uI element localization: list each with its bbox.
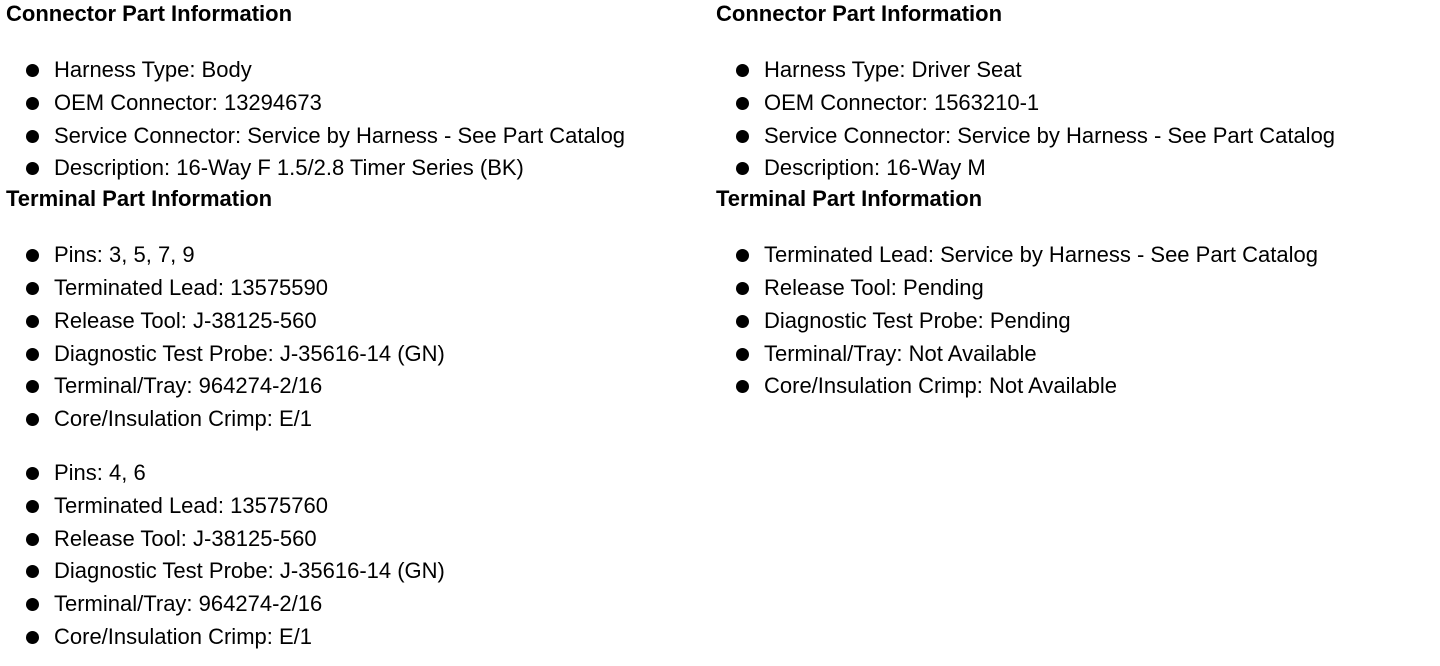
list-item xyxy=(6,87,711,120)
list-item xyxy=(716,54,1436,87)
terminal-info-list-2 xyxy=(6,457,711,654)
list-item xyxy=(6,555,711,588)
bullet-icon xyxy=(26,348,39,361)
list-item xyxy=(6,239,711,272)
bullet-icon xyxy=(736,64,749,77)
bullet-icon xyxy=(26,598,39,611)
list-item-text: Release Tool: J-38125-560 xyxy=(54,307,317,333)
bullet-icon xyxy=(736,249,749,262)
list-item-text: Diagnostic Test Probe: J-35616-14 (GN) xyxy=(54,340,445,366)
list-item-text: Service Connector: Service by Harness - See Part Catalog xyxy=(764,122,1336,148)
bullet-icon xyxy=(26,500,39,513)
list-item-text: Terminal/Tray: 964274-2/16 xyxy=(54,373,323,399)
bullet-icon xyxy=(26,565,39,578)
list-item-text: Core/Insulation Crimp: Not Available xyxy=(764,373,1117,399)
list-item xyxy=(6,490,711,523)
list-item xyxy=(716,338,1436,371)
bullet-icon xyxy=(26,467,39,480)
connector-info-list xyxy=(716,54,1436,185)
bullet-icon xyxy=(26,413,39,426)
list-item xyxy=(6,272,711,305)
bullet-icon xyxy=(26,380,39,393)
right-column xyxy=(716,0,1436,403)
list-item-text: Release Tool: Pending xyxy=(764,274,984,300)
list-item xyxy=(6,305,711,338)
list-item xyxy=(6,338,711,371)
bullet-icon xyxy=(736,97,749,110)
connector-part-heading: Connector Part Information xyxy=(716,1,1003,26)
terminal-info-list xyxy=(716,239,1436,403)
bullet-icon xyxy=(26,631,39,644)
list-item-text: Terminated Lead: 13575590 xyxy=(54,274,328,300)
terminal-part-heading: Terminal Part Information xyxy=(716,186,983,212)
connector-part-heading: Connector Part Information xyxy=(6,1,293,26)
list-item-text: Terminated Lead: Service by Harness - See Part Catalog xyxy=(764,242,1318,268)
list-item xyxy=(716,305,1436,338)
bullet-icon xyxy=(736,315,749,328)
list-item xyxy=(716,120,1436,153)
bullet-icon xyxy=(26,162,39,175)
bullet-icon xyxy=(26,315,39,328)
list-item-text: Release Tool: J-38125-560 xyxy=(54,525,317,551)
bullet-icon xyxy=(26,64,39,77)
list-item-text: Diagnostic Test Probe: J-35616-14 (GN) xyxy=(54,558,445,584)
list-item-text: Terminal/Tray: 964274-2/16 xyxy=(54,591,323,617)
list-item-text: Pins: 4, 6 xyxy=(54,459,146,485)
list-item xyxy=(6,523,711,556)
bullet-icon xyxy=(736,348,749,361)
list-item xyxy=(716,370,1436,403)
list-item-text: Core/Insulation Crimp: E/1 xyxy=(54,623,312,649)
list-item-text: Terminated Lead: 13575760 xyxy=(54,492,328,518)
connector-info-list xyxy=(6,54,711,185)
list-item xyxy=(6,621,711,654)
list-item xyxy=(716,87,1436,120)
bullet-icon xyxy=(736,162,749,175)
list-item-text: Diagnostic Test Probe: Pending xyxy=(764,307,1071,333)
bullet-icon xyxy=(26,282,39,295)
list-item-text: Harness Type: Driver Seat xyxy=(764,57,1022,82)
terminal-info-list xyxy=(6,239,711,436)
list-item xyxy=(6,152,711,185)
list-item xyxy=(6,588,711,621)
bullet-icon xyxy=(736,282,749,295)
left-column xyxy=(6,0,711,654)
list-item-text: Terminal/Tray: Not Available xyxy=(764,340,1037,366)
list-item xyxy=(6,370,711,403)
list-item-text: Service Connector: Service by Harness - See Part Catalog xyxy=(54,122,626,148)
list-item-text: Description: 16-Way M xyxy=(764,155,986,181)
list-item xyxy=(716,152,1436,185)
list-item xyxy=(6,54,711,87)
bullet-icon xyxy=(26,130,39,143)
bullet-icon xyxy=(26,533,39,546)
list-item-text: OEM Connector: 1563210-1 xyxy=(764,89,1040,115)
terminal-part-heading: Terminal Part Information xyxy=(6,186,273,212)
list-item xyxy=(6,403,711,436)
bullet-icon xyxy=(736,380,749,393)
bullet-icon xyxy=(26,249,39,262)
list-item xyxy=(6,457,711,490)
list-item-text: Harness Type: Body xyxy=(54,57,252,82)
list-item-text: OEM Connector: 13294673 xyxy=(54,89,322,115)
list-item xyxy=(6,120,711,153)
list-item xyxy=(716,272,1436,305)
list-item-text: Pins: 3, 5, 7, 9 xyxy=(54,242,195,268)
list-item-text: Core/Insulation Crimp: E/1 xyxy=(54,406,312,432)
bullet-icon xyxy=(736,130,749,143)
list-item xyxy=(716,239,1436,272)
list-item-text: Description: 16-Way F 1.5/2.8 Timer Series (BK) xyxy=(54,155,524,181)
bullet-icon xyxy=(26,97,39,110)
